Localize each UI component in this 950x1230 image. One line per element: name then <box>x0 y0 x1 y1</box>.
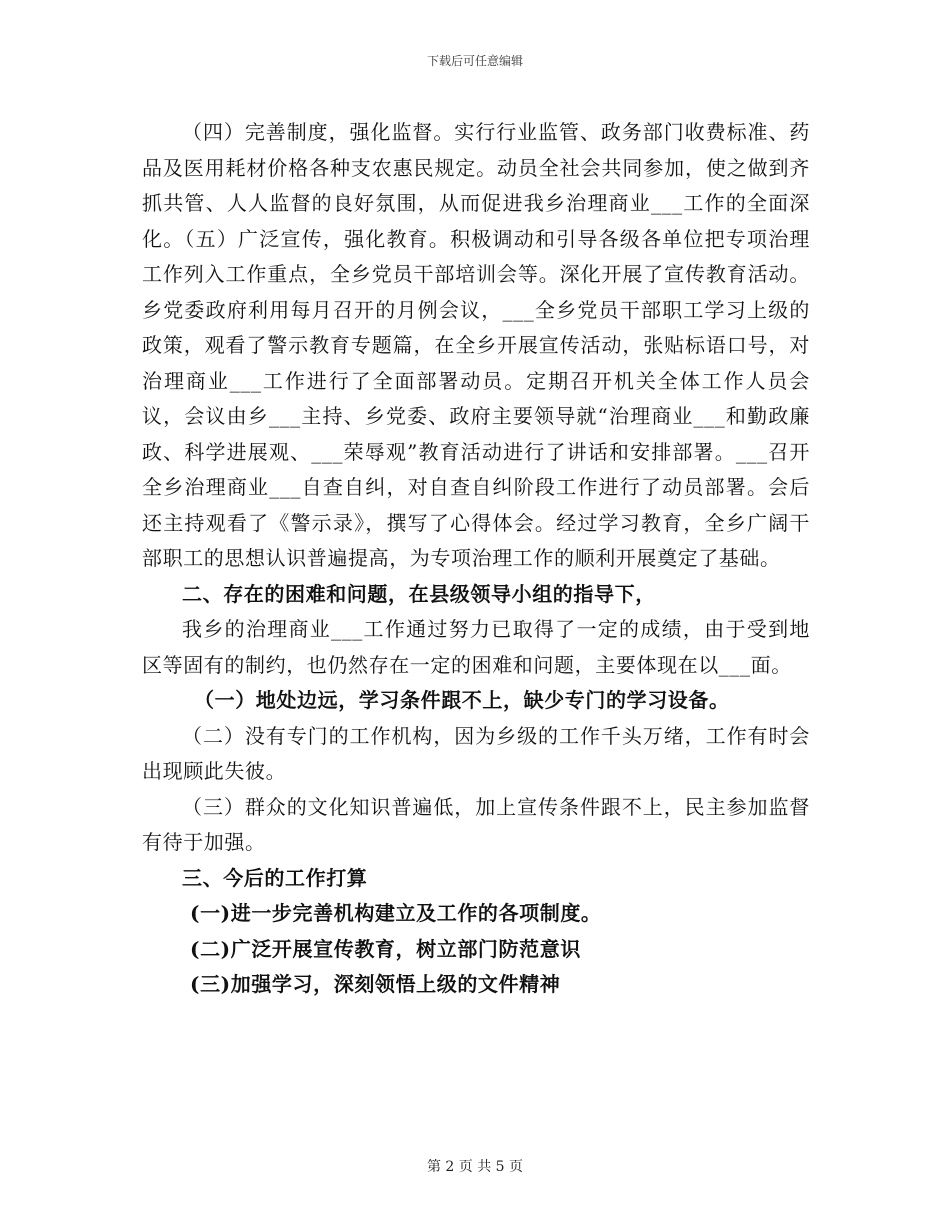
problem-item-3: （三）群众的文化知识普遍低，加上宣传条件跟不上，民主参加监督有待于加强。 <box>142 794 810 854</box>
paragraph-problems-intro: 我乡的治理商业___工作通过努力已取得了一定的成绩，由于受到地区等固有的制约，也仍然存在一定的困难和问题，主要体现在以___面。 <box>142 617 810 677</box>
problem-item-1: （一）地处边远，学习条件跟不上，缺少专门的学习设备。 <box>194 688 730 712</box>
section-heading-plans: 三、今后的工作打算 <box>182 865 368 890</box>
page-number-footer: 第 2 页 共 5 页 <box>426 1159 524 1175</box>
section-heading-problems: 二、存在的困难和问题，在县级领导小组的指导下， <box>182 581 656 606</box>
paragraph-supervision-education: （四）完善制度，强化监督。实行行业监管、政务部门收费标准、药品及医用耗材价格各种支农惠民规定。动员全社会共同参加，使之做到齐抓共管、人人监督的良好氛围，从而促进我乡治理商业___工作的全面深化。（五）广泛宣传，强化教育。积极调动和引导各级各单位把专项治理工作列入工作重点，全乡党员干部培训会等。深化开展了宣传教育活动。乡党委政府利用每月召开的月例会议，___全乡党员干部职工学习上级的政策，观看了警示教育专题篇，在全乡开展宣传活动，张贴标语口号，对治理商业___工作进行了全面部署动员。定期召开机关全体工作人员会议，会议由乡___主持、乡党委、政府主要领导就“治理商业___和勤政廉政、科学进展观、___荣辱观”教育活动进行了讲话和安排部署。___召开全乡治理商业___自查自纠，对自查自纠阶段工作进行了动员部署。会后还主持观看了《警示录》，撰写了心得体会。经过学习教育，全乡广阔干部职工的思想认识普遍提高，为专项治理工作的顺利开展奠定了基础。 <box>142 120 810 570</box>
plan-item-3: (三)加强学习，深刻领悟上级的文件精神 <box>190 972 561 996</box>
problem-item-2: （二）没有专门的工作机构，因为乡级的工作千头万绪，工作有时会出现顾此失彼。 <box>142 723 810 783</box>
page-header: 下载后可任意编辑 <box>426 54 523 68</box>
plan-item-2: (二)广泛开展宣传教育，树立部门防范意识 <box>190 936 581 961</box>
plan-item-1: (一)进一步完善机构建立及工作的各项制度。 <box>190 901 602 925</box>
document-body <box>142 115 810 1003</box>
